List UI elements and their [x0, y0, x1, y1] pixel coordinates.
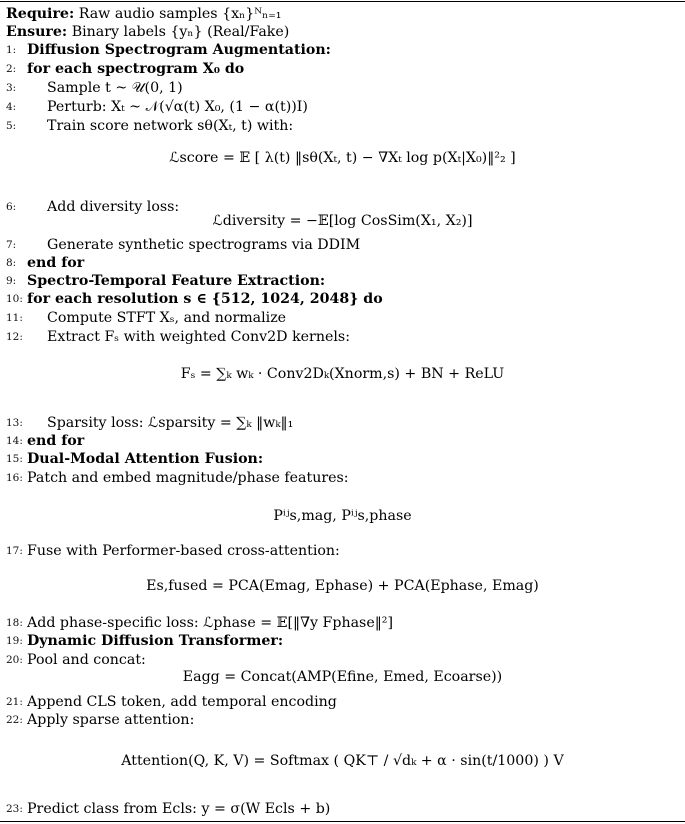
line-number: 12:: [6, 331, 23, 343]
line-number: 6:: [6, 201, 17, 213]
line-text: Add diversity loss:: [47, 199, 180, 215]
line-number: 20:: [6, 654, 23, 666]
line-number: 16:: [6, 472, 23, 484]
line-text: for each resolution s ∈ {512, 1024, 2048} do: [27, 291, 383, 307]
equation-sparse-attention: Attention(Q, K, V) = Softmax ( QK⊤ / √dₖ + α · sin(t/1000) ) V: [121, 753, 564, 769]
line-text: Dynamic Diffusion Transformer:: [27, 633, 284, 649]
line-text: Patch and embed magnitude/phase features:: [27, 470, 349, 486]
line-text: Fuse with Performer-based cross-attention:: [27, 543, 340, 559]
line-text: end for: [27, 255, 85, 271]
line-text: Add phase-specific loss: ℒphase = 𝔼[‖∇y Fphase‖²]: [27, 615, 394, 631]
line-text: Append CLS token, add temporal encoding: [27, 694, 337, 710]
line-number: 19:: [6, 635, 23, 647]
line-number: 7:: [6, 239, 17, 251]
line-number: 2:: [6, 63, 17, 75]
line-text: for each spectrogram X₀ do: [27, 61, 245, 77]
line-text: Apply sparse attention:: [27, 712, 195, 728]
line-number: 5:: [6, 120, 17, 132]
line-text: [6, 5, 281, 23]
line-number: 23:: [6, 803, 23, 815]
line-text: end for: [27, 433, 85, 449]
equation-score-loss: ℒscore = 𝔼 [ λ(t) ‖sθ(Xₜ, t) − ∇Xₜ log p(Xₜ|X₀)‖²₂ ]: [169, 150, 516, 166]
line-text: Compute STFT Xₛ, and normalize: [47, 310, 287, 326]
equation-aggregation: Eagg = Concat(AMP(Efine, Emed, Ecoarse)): [182, 669, 503, 685]
line-number: 22:: [6, 714, 23, 726]
line-text: Extract Fₛ with weighted Conv2D kernels:: [47, 329, 350, 345]
line-text: Sparsity loss: ℒsparsity = ∑ₖ ‖wₖ‖₁: [47, 415, 294, 431]
equation-feature-extraction: Fₛ = ∑ₖ wₖ · Conv2Dₖ(Xnorm,s) + BN + ReLU: [180, 366, 505, 382]
require-label: Require:: [6, 6, 75, 22]
line-number: 4:: [6, 101, 17, 113]
equation-diversity-loss: ℒdiversity = −𝔼[log CosSim(X₁, X₂)]: [212, 213, 473, 229]
line-text: Predict class from Ecls: y = σ(W Ecls + b): [27, 801, 331, 817]
bottom-rule: [0, 821, 685, 822]
line-text: Sample t ~ 𝒰(0, 1): [47, 80, 183, 96]
line-number: 3:: [6, 82, 17, 94]
line-text: [6, 23, 289, 41]
line-text: Pool and concat:: [27, 652, 146, 668]
line-text: Generate synthetic spectrograms via DDIM: [47, 237, 361, 253]
line-text: Diffusion Spectrogram Augmentation:: [27, 42, 331, 58]
line-number: 10:: [6, 293, 23, 305]
line-number: 9:: [6, 275, 17, 287]
line-number: 13:: [6, 417, 23, 429]
line-number: 18:: [6, 617, 23, 629]
line-number: 14:: [6, 435, 23, 447]
ensure-text: Binary labels {yₙ} (Real/Fake): [71, 24, 290, 40]
line-text: Spectro-Temporal Feature Extraction:: [27, 273, 326, 289]
equation-patch-embeddings: Pⁱʲs,mag, Pⁱʲs,phase: [273, 508, 412, 524]
line-text: Perturb: Xₜ ~ 𝒩(√α(t) X₀, (1 − α(t))I): [47, 99, 308, 115]
line-text: Dual-Modal Attention Fusion:: [27, 451, 264, 467]
equation-fused: Es,fused = PCA(Emag, Ephase) + PCA(Ephase, Emag): [146, 578, 539, 594]
line-number: 17:: [6, 545, 23, 557]
line-number: 15:: [6, 453, 23, 465]
line-number: 11:: [6, 312, 23, 324]
line-text: Train score network sθ(Xₜ, t) with:: [47, 118, 294, 134]
line-number: 21:: [6, 696, 23, 708]
ensure-label: Ensure:: [6, 24, 68, 40]
line-number: 1:: [6, 44, 17, 56]
require-text: Raw audio samples {xₙ}ᴺₙ₌₁: [78, 6, 282, 22]
top-rule: [0, 1, 685, 2]
line-number: 8:: [6, 257, 17, 269]
